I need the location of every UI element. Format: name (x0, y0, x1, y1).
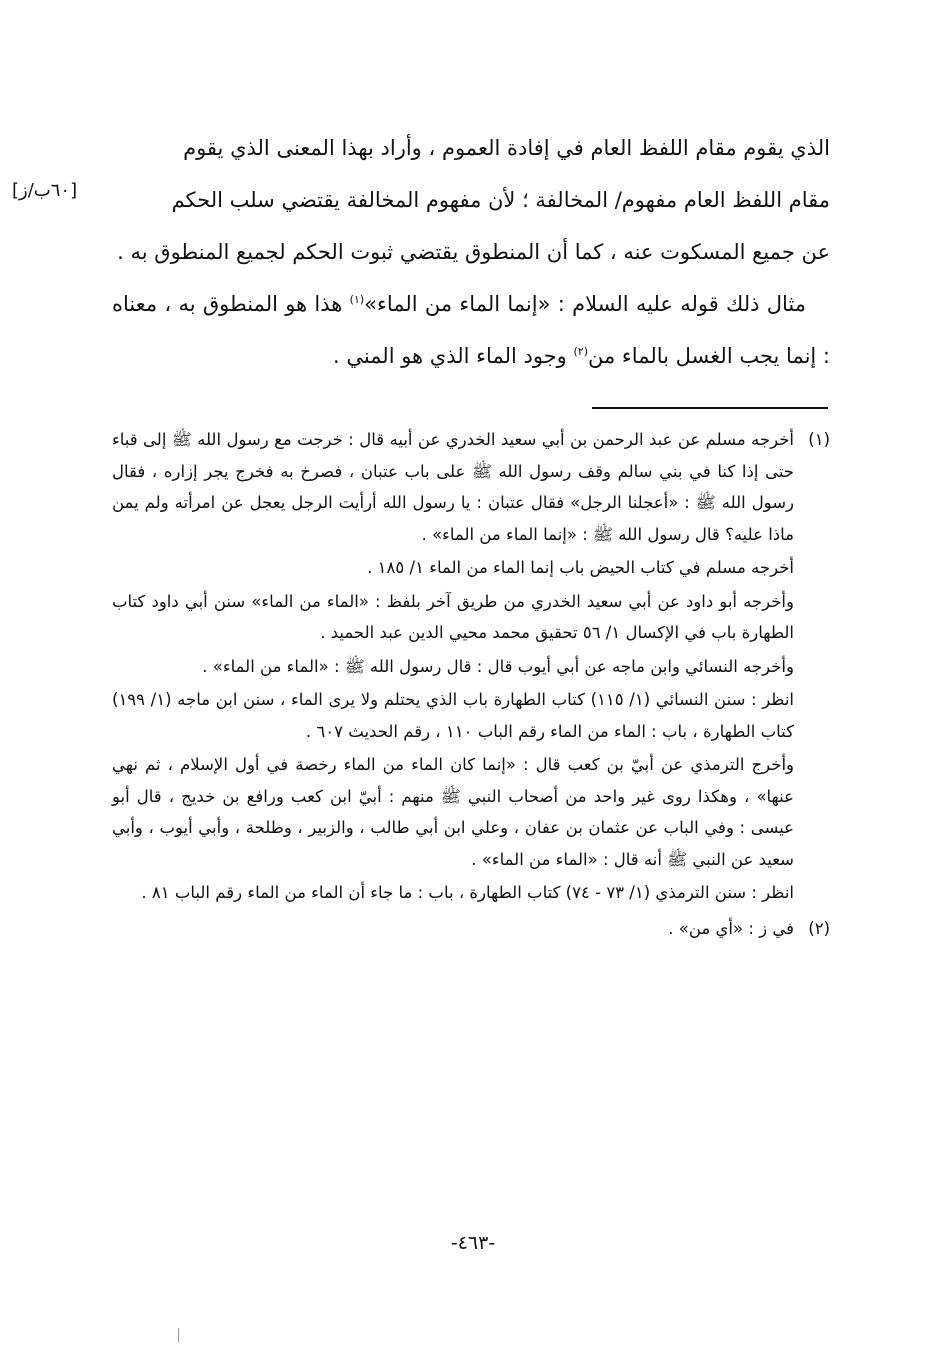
footnote-separator (592, 407, 828, 409)
main-text-segment: هذا هو المنطوق به ، معناه : إنما يجب الغسل بالماء من (112, 292, 830, 368)
footnote-body (112, 913, 794, 947)
main-text (112, 122, 830, 382)
footnotes (112, 424, 830, 948)
footnote-body (112, 424, 794, 911)
footnote-paragraph: في ز : «أي من» . (668, 918, 794, 938)
footnote-2 (112, 913, 830, 947)
main-line: مقام اللفظ العام مفهوم/ المخالفة ؛ لأن مفهوم المخالفة يقتضي سلب الحكم (171, 188, 830, 212)
footnote-paragraph: انظر : سنن الترمذي (١/ ٧٣ - ٧٤) كتاب الطهارة ، باب : ما جاء أن الماء من الماء رقم الباب ٨١ . (141, 883, 794, 902)
footnote-paragraph: وأخرجه النسائي وابن ماجه عن أبي أيوب قال : قال رسول الله ﷺ : «الماء من الماء» . (202, 656, 794, 676)
main-line: عن جميع المسكوت عنه ، كما أن المنطوق يقتضي ثبوت الحكم لجميع المنطوق به . (117, 240, 830, 264)
footnote-ref-2: (٢) (573, 345, 589, 358)
main-line: الذي يقوم مقام اللفظ العام في إفادة العموم ، وأراد بهذا المعنى الذي يقوم (183, 136, 830, 160)
main-text-segment: مثال ذلك قوله عليه السلام : «إنما الماء من الماء» (364, 292, 807, 316)
footnote-paragraph: أخرجه مسلم عن عبد الرحمن بن أبي سعيد الخدري عن أبيه قال : خرجت مع رسول الله ﷺ إلى قباء حتى إذا كنا في بني سالم وقف رسول الله ﷺ على باب عتبان ، فصرخ به فخرج يجر إزاره ، فقال رسول الله ﷺ : «أعجلنا الرجل» فقال عتبان : يا رسول الله أرأيت الرجل يعجل عن امرأته ولم يمن ماذا عليه؟ قال رسول الله ﷺ : «إنما الماء من الماء» . (112, 430, 794, 544)
manuscript-folio-note: [٦٠ب/ز] (12, 180, 78, 201)
footnote-number: (٢) (808, 918, 830, 938)
footnote-paragraph: وأخرجه أبو داود عن أبي سعيد الخدري من طريق آخر بلفظ : «الماء من الماء» سنن أبي داود كتاب الطهارة باب في الإكسال ١/ ٥٦ تحقيق محمد محيي الدين عبد الحميد . (112, 591, 794, 642)
footnote-paragraph: وأخرج الترمذي عن أبيّ بن كعب قال : «إنما كان الماء من الماء رخصة في أول الإسلام ، ثم نهي عنها» ، وهكذا روى غير واحد من أصحاب النبي ﷺ منهم : أبيّ ابن كعب ورافع بن خديج ، قال أبو عيسى : وفي الباب عن عثمان بن عفان ، وعلي ابن أبي طالب ، والزبير ، وطلحة ، وأبي أيوب ، وأبي سعيد عن النبي ﷺ أنه قال : «الماء من الماء» . (112, 755, 794, 869)
scan-mark (178, 1328, 179, 1342)
main-text-segment: وجود الماء الذي هو المني . (332, 344, 574, 368)
page-number: -٤٦٣- (450, 1232, 496, 1254)
main-paragraph (112, 278, 830, 382)
footnote-paragraph: أخرجه مسلم في كتاب الحيض باب إنما الماء من الماء ١/ ١٨٥ . (367, 558, 794, 577)
footnote-paragraph: انظر : سنن النسائي (١/ ١١٥) كتاب الطهارة باب الذي يحتلم ولا يرى الماء ، سنن ابن ماجه (١/ ١٩٩) كتاب الطهارة ، باب : الماء من الماء رقم الباب ١١٠ ، رقم الحديث ٦٠٧ . (112, 690, 795, 741)
footnote-1 (112, 424, 830, 911)
footnote-ref-1: (١) (349, 293, 365, 306)
footnote-number: (١) (808, 430, 830, 449)
